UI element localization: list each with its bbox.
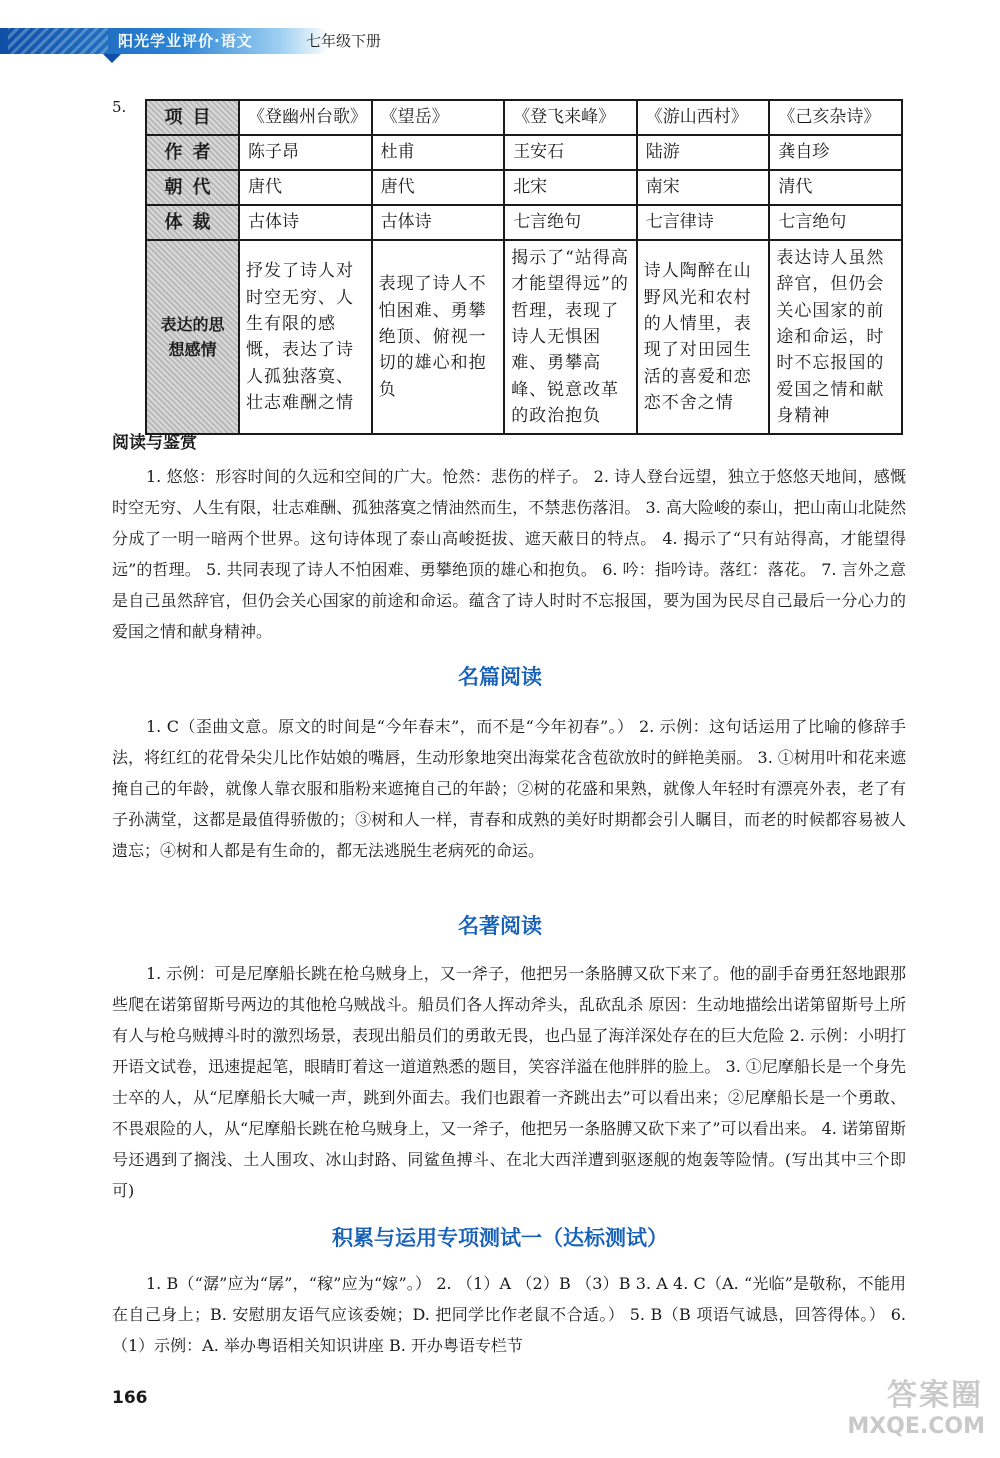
famous-essay-answers: 1. C（歪曲文意。原文的时间是“今年春末”，而不是“今年初春”。） 2. 示例：这句话运用了比喻的修辞手法，将红红的花骨朵尖儿比作姑娘的嘴唇，生动形象地突出海棠花含苞欲放时的鲜艳美丽。 3. ①树用叶和花来遮掩自己的年龄，就像人靠衣服和脂粉来遮掩自己的年龄；②树的花盛和果熟，就像人年轻时有漂亮外表，老了有子孙满堂，这都是最值得骄傲的；③树和人一样，青春和成熟的美好时期都会引人瞩目，而老的时候都容易被人遗忘；④树和人都是有生命的，都无法逃脱生老病死的命运。 — [112, 717, 906, 860]
header-decoration — [8, 26, 108, 56]
table-cell-feeling: 表现了诗人不怕困难、勇攀绝顶、俯视一切的雄心和抱负 — [372, 240, 505, 434]
section-heading-classic-book: 名著阅读 — [458, 914, 542, 938]
row-header-item: 项目 — [146, 100, 239, 135]
table-cell: 唐代 — [372, 170, 505, 205]
column-header-poem: 《望岳》 — [372, 100, 505, 135]
table-cell: 陈子昂 — [239, 135, 372, 170]
table-cell-feeling: 诗人陶醉在山野风光和农村的人情里，表现了对田园生活的喜爱和恋恋不舍之情 — [637, 240, 770, 434]
header-tab-marker — [103, 54, 121, 63]
section-heading-famous-essay: 名篇阅读 — [458, 665, 542, 689]
table-cell: 龚自珍 — [769, 135, 902, 170]
table-row-feelings — [146, 240, 902, 434]
table-row-genre — [146, 205, 902, 240]
watermark-text-bottom: MXQE.COM — [847, 1414, 985, 1439]
page-number: 166 — [112, 1388, 148, 1408]
row-header-genre: 体裁 — [146, 205, 239, 240]
column-header-poem: 《游山西村》 — [637, 100, 770, 135]
table-cell: 北宋 — [504, 170, 637, 205]
row-header-dynasty: 朝代 — [146, 170, 239, 205]
table-cell: 南宋 — [637, 170, 770, 205]
section-heading-special-test: 积累与运用专项测试一（达标测试） — [332, 1226, 668, 1250]
special-test-answers: 1. B（“潺”应为“孱”，“稼”应为“嫁”。） 2. （1）A （2）B （3）B 3. A 4. C（A. “光临”是敬称，不能用在自己身上；B. 安慰朋友语气应该委婉；D. 把同学比作老鼠不合适。） 5. B（B 项语气诚恳，回答得体。） 6. （1）示例：A. 举办粤语相关知识讲座 B. 开办粤语专栏节 — [112, 1274, 906, 1355]
table-cell: 杜甫 — [372, 135, 505, 170]
table-cell-feeling: 表达诗人虽然辞官，但仍会关心国家的前途和命运，时时不忘报国的爱国之情和献身精神 — [769, 240, 902, 434]
book-series-title: 阳光学业评价·语文 — [118, 32, 253, 50]
row-header-author: 作者 — [146, 135, 239, 170]
table-cell: 七言律诗 — [637, 205, 770, 240]
watermark-logo — [818, 1366, 993, 1452]
classic-book-answers: 1. 示例：可是尼摩船长跳在枪乌贼身上，又一斧子，他把另一条胳膊又砍下来了。他的副手奋勇狂怒地跟那些爬在诺第留斯号两边的其他枪乌贼战斗。船员们各人挥动斧头，乱砍乱杀 原因：生动地描绘出诺第留斯号上所有人与枪乌贼搏斗时的激烈场景，表现出船员们的勇敢无畏，也凸显了海洋深处存在的巨大危险 2. 示例：小明打开语文试卷，迅速提起笔，眼睛盯着这一道道熟悉的题目，笑容洋溢在他胖胖的脸上。 3. ①尼摩船长是一个身先士卒的人，从“尼摩船长大喊一声，跳到外面去。我们也跟着一齐跳出去”可以看出来；②尼摩船长是一个勇敢、不畏艰险的人，从“尼摩船长跳在枪乌贼身上，又一斧子，他把另一条胳膊又砍下来了”可以看出来。 4. 诺第留斯号还遇到了搁浅、土人围攻、冰山封路、同鲨鱼搏斗、在北大西洋遭到驱逐舰的炮轰等险情。(写出其中三个即可) — [112, 964, 906, 1200]
table-row-dynasty — [146, 170, 902, 205]
poem-comparison-table — [145, 99, 903, 435]
reading-answers: 1. 悠悠：形容时间的久远和空间的广大。怆然：悲伤的样子。 2. 诗人登台远望，独立于悠悠天地间，感慨时空无穷、人生有限，壮志难酬、孤独落寞之情油然而生，不禁悲伤落泪。 3. 高大险峻的泰山，把山南山北陡然分成了一明一暗两个世界。这句诗体现了泰山高峻挺拔、遮天蔽日的特点。 4. 揭示了“只有站得高，才能望得远”的哲理。 5. 共同表现了诗人不怕困难、勇攀绝顶的雄心和抱负。 6. 吟：指吟诗。落红：落花。 7. 言外之意是自己虽然辞官，但仍会关心国家的前途和命运。蕴含了诗人时时不忘报国，要为国为民尽自己最后一分心力的爱国之情和献身精神。 — [112, 467, 906, 641]
column-header-poem: 《己亥杂诗》 — [769, 100, 902, 135]
watermark-text-top: 答案圈 — [887, 1378, 983, 1413]
table-row-author — [146, 135, 902, 170]
table-cell: 唐代 — [239, 170, 372, 205]
book-grade-label: 七年级下册 — [306, 32, 382, 50]
table-cell: 七言绝句 — [769, 205, 902, 240]
column-header-poem: 《登飞来峰》 — [504, 100, 637, 135]
table-cell-feeling: 抒发了诗人对时空无穷、人生有限的感慨，表达了诗人孤独落寞、壮志难酬之情 — [239, 240, 372, 434]
table-header-row — [146, 100, 902, 135]
table-cell: 清代 — [769, 170, 902, 205]
table-cell-feeling: 揭示了“站得高才能望得远”的哲理，表现了诗人无惧困难、勇攀高峰、锐意改革的政治抱负 — [504, 240, 637, 434]
table-cell: 古体诗 — [239, 205, 372, 240]
table-cell: 古体诗 — [372, 205, 505, 240]
column-header-poem: 《登幽州台歌》 — [239, 100, 372, 135]
reading-section-title: 阅读与鉴赏 — [112, 433, 197, 453]
question-number: 5. — [112, 98, 127, 116]
row-header-feelings: 表达的思想感情 — [146, 240, 239, 434]
table-cell: 陆游 — [637, 135, 770, 170]
table-cell: 七言绝句 — [504, 205, 637, 240]
table-cell: 王安石 — [504, 135, 637, 170]
